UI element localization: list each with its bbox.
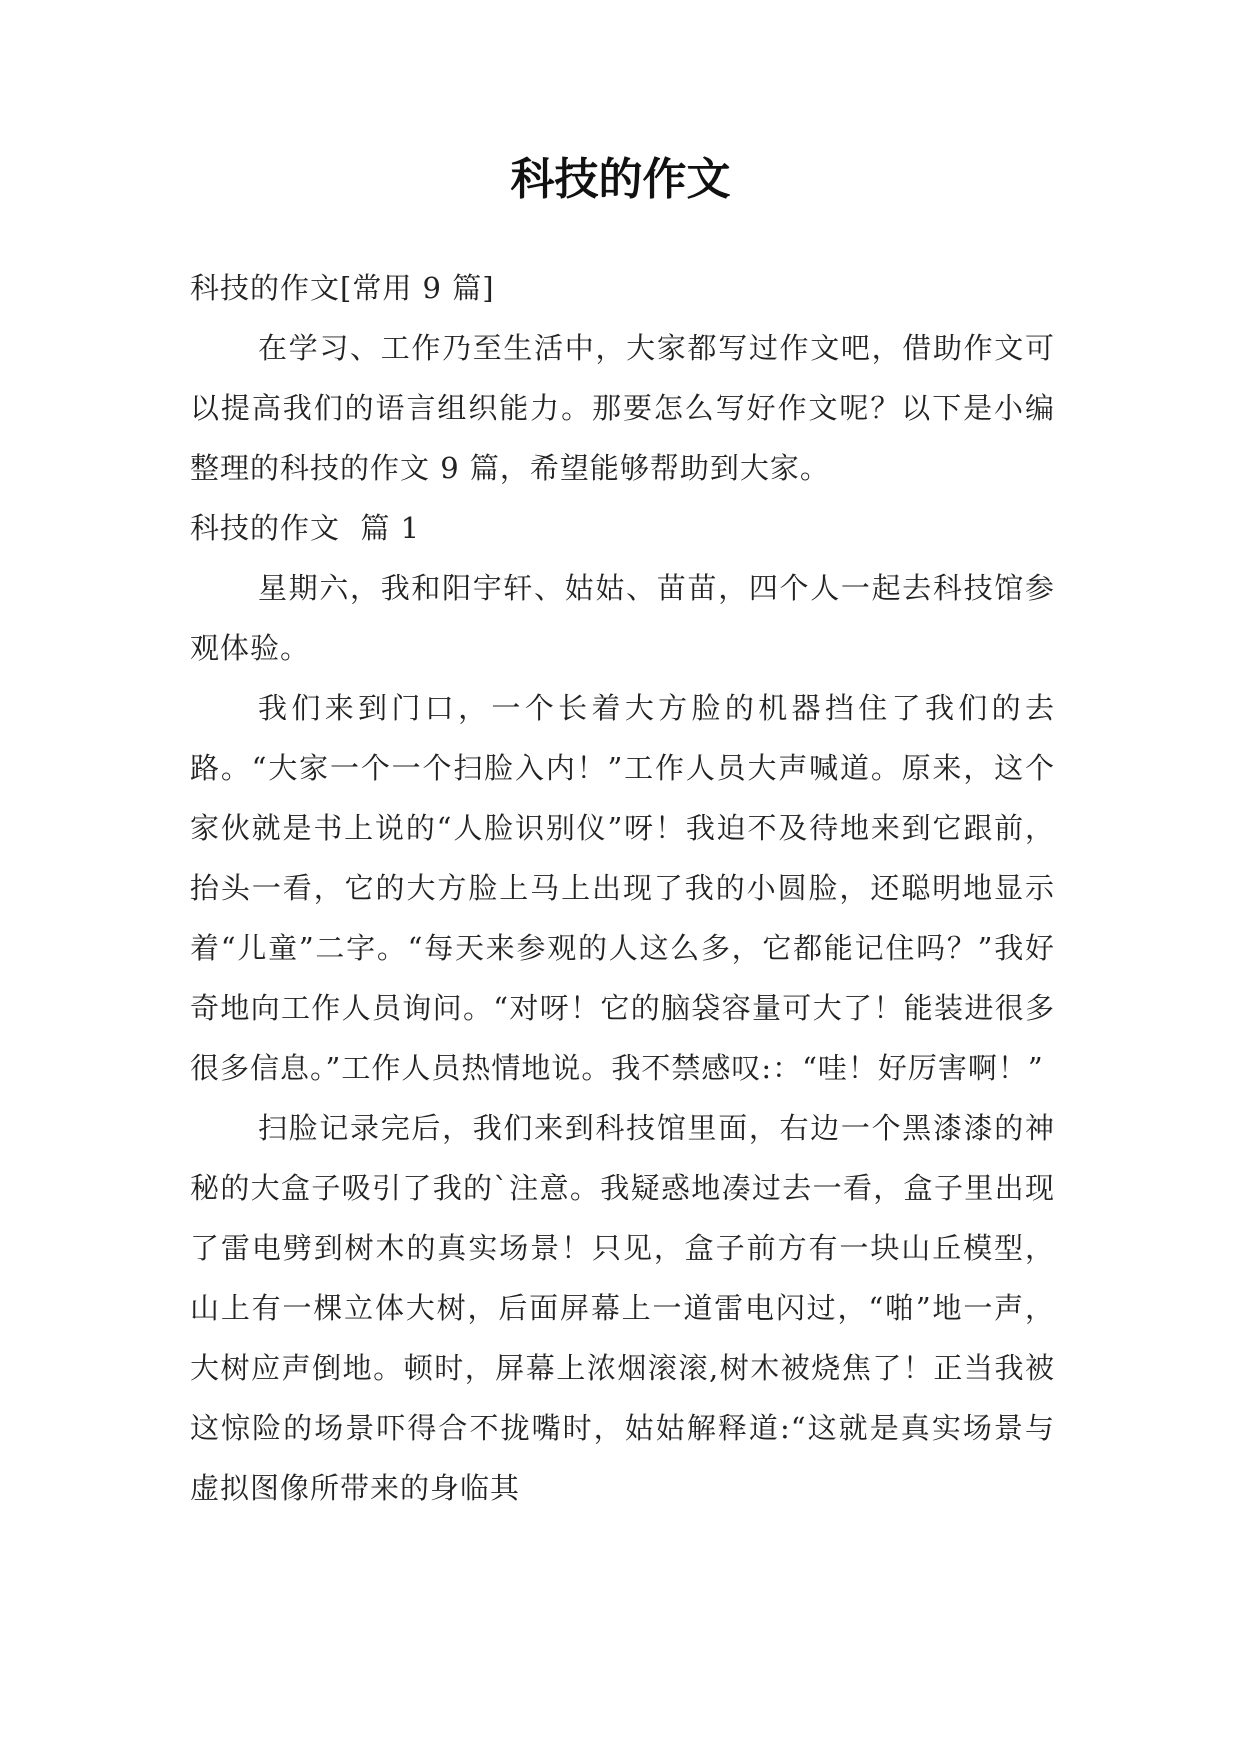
body-paragraph-2: 我们来到门口，一个长着大方脸的机器挡住了我们的去路。“大家一个一个扫脸入内！”工作人员大声喊道。原来，这个家伙就是书上说的“人脸识别仪”呀！我迫不及待地来到它跟前，抬头一看，它的大方脸上马上出现了我的小圆脸，还聪明地显示着“儿童”二字。“每天来参观的人这么多，它都能记住吗？”我好奇地向工作人员询问。“对呀！它的脑袋容量可大了！能装进很多很多信息。”工作人员热情地说。我不禁感叹:：“哇！好厉害啊！” — [190, 691, 1055, 1085]
body-paragraph-3: 扫脸记录完后，我们来到科技馆里面，右边一个黑漆漆的神秘的大盒子吸引了我的`注意。我疑惑地凑过去一看，盒子里出现了雷电劈到树木的真实场景！只见，盒子前方有一块山丘模型，山上有一棵立体大树，后面屏幕上一道雷电闪过，“啪”地一声，大树应声倒地。顿时，屏幕上浓烟滚滚,树木被烧焦了！正当我被这惊险的场景吓得合不拢嘴时，姑姑解释道:“这就是真实场景与虚拟图像所带来的身临其 — [190, 1111, 1055, 1505]
intro-paragraph: 在学习、工作乃至生活中，大家都写过作文吧，借助作文可以提高我们的语言组织能力。那要怎么写好作文呢？以下是小编整理的科技的作文 9 篇，希望能够帮助到大家。 — [190, 331, 1055, 485]
document-title: 科技的作文 — [510, 154, 731, 205]
body-paragraph-1: 星期六，我和阳宇轩、姑姑、苗苗，四个人一起去科技馆参观体验。 — [190, 571, 1055, 665]
section-heading: 科技的作文 篇 1 — [190, 511, 421, 545]
document-body — [190, 258, 1055, 1518]
document-subtitle: 科技的作文[常用 9 篇] — [190, 271, 495, 305]
